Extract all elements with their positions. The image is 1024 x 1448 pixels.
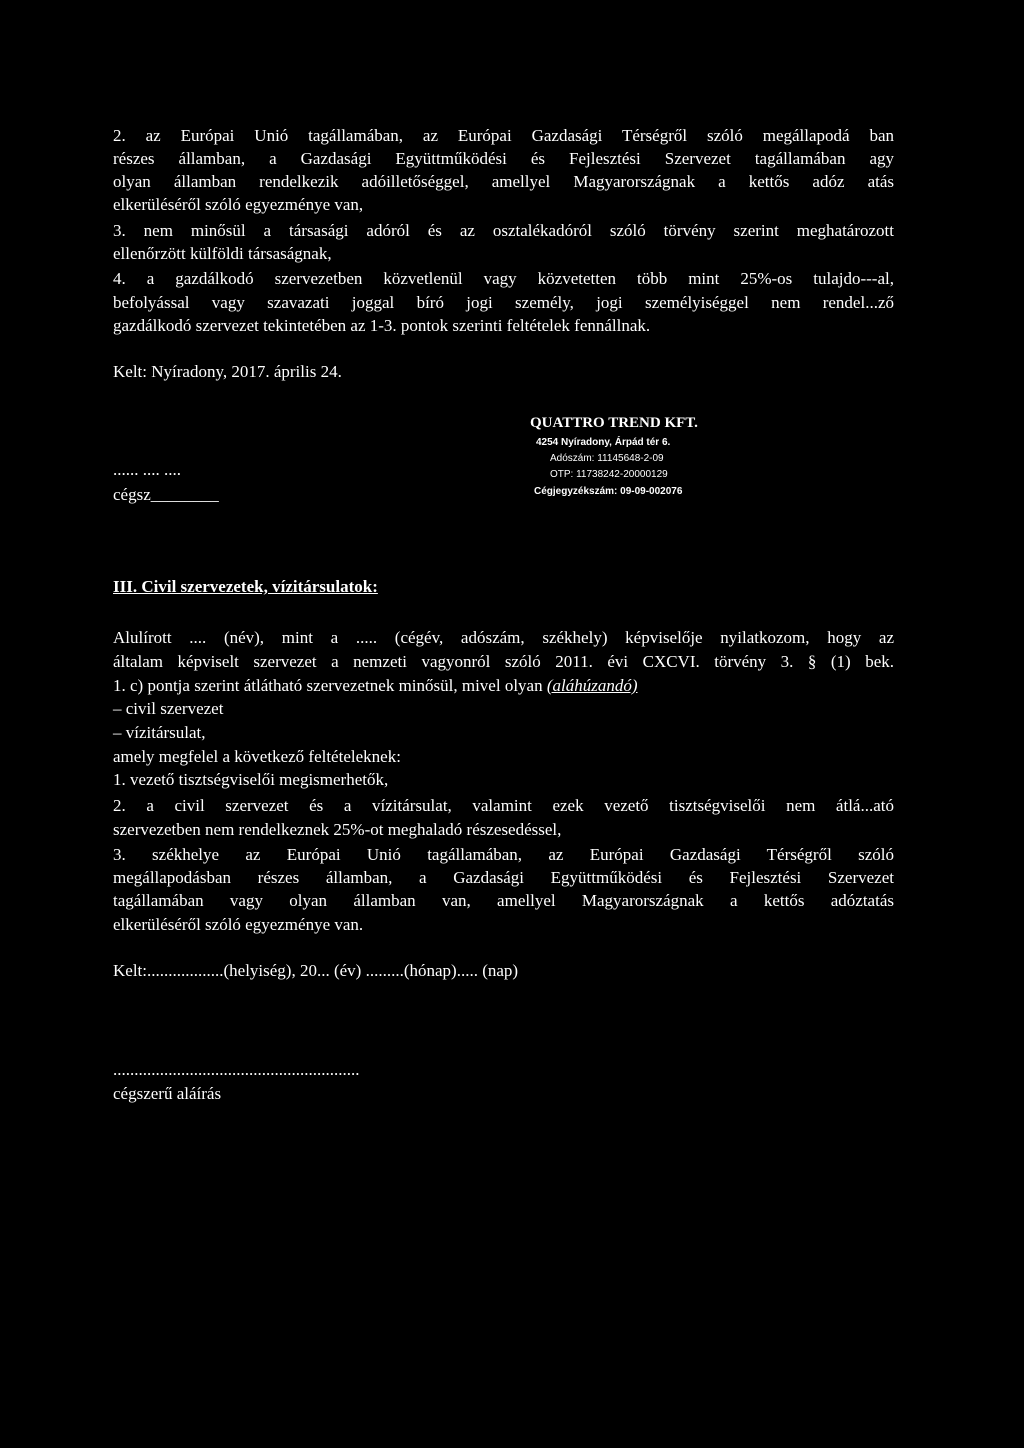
text-fragment: 1. c) pontja szerint átlátható szervezetnek minősül, mivel olyan bbox=[113, 676, 543, 695]
stamp-tax: Adószám: 11145648-2-09 bbox=[550, 453, 664, 464]
stamp-registry: Cégjegyzékszám: 09-09-002076 bbox=[534, 486, 683, 497]
text-line: gazdálkodó szervezet tekintetében az 1-3. pontok szerinti feltételek fennállnak. bbox=[113, 316, 651, 335]
stamp-company: QUATTRO TREND KFT. bbox=[530, 415, 698, 431]
text-line: általam képviselt szervezet a nemzeti vagyonról szóló 2011. évi CXCVI. törvény 3. § (1) bek. bbox=[113, 652, 894, 671]
signature-label: cégszerű aláírás bbox=[113, 1084, 222, 1103]
text-line: 4. a gazdálkodó szervezetben közvetlenül vagy közvetetten több mint 25%-os tulajdo---al, bbox=[113, 269, 894, 288]
condition-item: 1. vezető tisztségviselői megismerhetők, bbox=[113, 770, 389, 789]
text-line bbox=[113, 676, 638, 698]
text-line: amely megfelel a következő feltételeknek: bbox=[113, 747, 401, 766]
stamp-address: 4254 Nyíradony, Árpád tér 6. bbox=[536, 437, 671, 448]
text-line: elkerüléséről szóló egyezménye van, bbox=[113, 195, 364, 214]
text-line: ellenőrzött külföldi társaságnak, bbox=[113, 244, 332, 263]
text-line: befolyással vagy szavazati joggal bíró jogi személy, jogi személyiséggel nem rendel...ző bbox=[113, 293, 894, 312]
text-line: Alulírott .... (név), mint a ..... (cégév, adószám, székhely) képviselője nyilatkozom, hogy az bbox=[113, 628, 894, 647]
signature-dots: ...... .... .... bbox=[113, 460, 181, 479]
condition-item: 3. székhelye az Európai Unió tagállamában, az Európai Gazdasági Térségről szóló bbox=[113, 845, 894, 864]
date-line: Kelt:..................(helyiség), 20... (év) .........(hónap)..... (nap) bbox=[113, 961, 519, 980]
condition-item: megállapodásban részes államban, a Gazdasági Együttműködési és Fejlesztési Szervezet bbox=[113, 868, 894, 887]
text-line: 2. az Európai Unió tagállamában, az Európai Gazdasági Térségről szóló megállapodá ban bbox=[113, 126, 894, 145]
underline-note: (aláhúzandó) bbox=[546, 676, 638, 695]
condition-item: tagállamában vagy olyan államban van, amellyel Magyarországnak a kettős adóztatás bbox=[113, 891, 894, 910]
condition-item: szervezetben nem rendelkeznek 25%-ot meghaladó részesedéssel, bbox=[113, 820, 562, 839]
text-line: részes államban, a Gazdasági Együttműködési és Fejlesztési Szervezet tagállamában agy bbox=[113, 149, 894, 168]
text-line: 3. nem minősül a társasági adóról és az osztalékadóról szóló törvény szerint meghatározott bbox=[113, 221, 894, 240]
text-line: olyan államban rendelkezik adóilletőséggel, amellyel Magyarországnak a kettős adóz atás bbox=[113, 172, 894, 191]
signature-dots: .......................................................... bbox=[113, 1060, 360, 1079]
signature-label: cégsz________ bbox=[113, 485, 219, 504]
option-item: – vízitársulat, bbox=[113, 723, 206, 742]
stamp-bank: OTP: 11738242-20000129 bbox=[550, 469, 668, 480]
condition-item: elkerüléséről szóló egyezménye van. bbox=[113, 915, 364, 934]
date-line: Kelt: Nyíradony, 2017. április 24. bbox=[113, 362, 342, 381]
option-item: – civil szervezet bbox=[113, 699, 224, 718]
section-heading: III. Civil szervezetek, vízitársulatok: bbox=[113, 577, 378, 596]
condition-item: 2. a civil szervezet és a vízitársulat, valamint ezek vezető tisztségviselői nem átlá...ató bbox=[113, 796, 894, 815]
